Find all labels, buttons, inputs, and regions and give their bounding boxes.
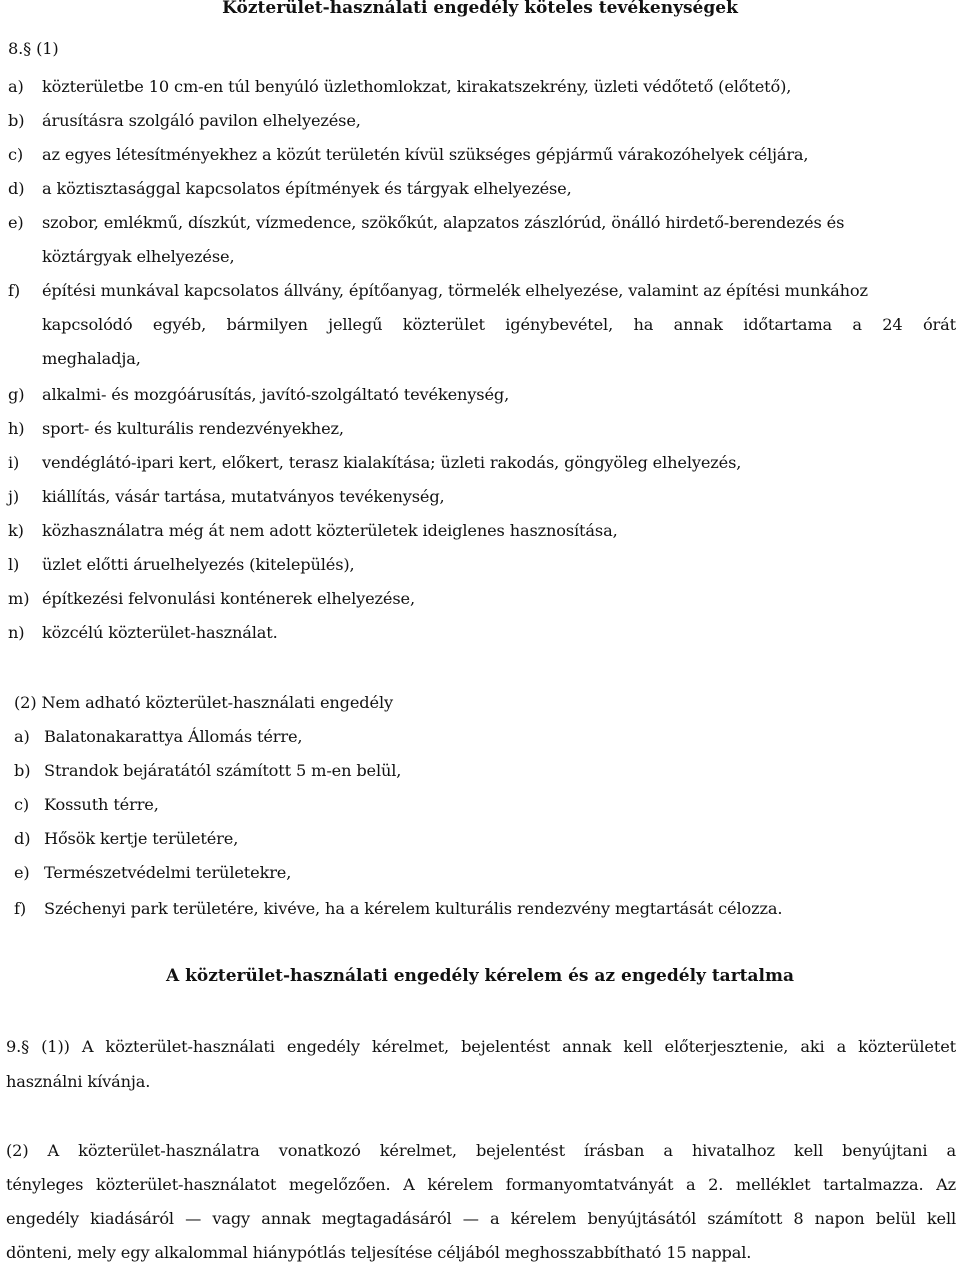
list-item: c) az egyes létesítményekhez a közút területén kívül szükséges gépjármű várakozóhelyek céljára, [8, 145, 809, 164]
paragraph-line: használni kívánja. [6, 1072, 151, 1091]
list-item: g) alkalmi- és mozgóárusítás, javító-szolgáltató tevékenység, [8, 385, 510, 404]
list-item: k) közhasználatra még át nem adott közterületek ideiglenes hasznosítása, [8, 521, 618, 540]
paragraph-line: tényleges közterület-használatot megelőzően. A kérelem formanyomtatványát a 2. melléklet tartalmazza. Az [6, 1175, 956, 1194]
section-heading: A közterület-használati engedély kérelem és az engedély tartalma [166, 966, 794, 986]
list-item: d) a köztisztasággal kapcsolatos építmények és tárgyak elhelyezése, [8, 179, 572, 198]
paragraph-line: 9.§ (1)) A közterület-használati engedély kérelmet, bejelentést annak kell előterjesztenie, aki a közterületet [6, 1037, 956, 1056]
list-item: f) Széchenyi park területére, kivéve, ha a kérelem kulturális rendezvény megtartását célozza. [14, 899, 783, 918]
section-heading: Közterület-használati engedély köteles tevékenységek [222, 0, 738, 18]
list-item: a) Balatonakarattya Állomás térre, [14, 727, 303, 746]
list-item: b) Strandok bejáratától számított 5 m-en belül, [14, 761, 402, 780]
list-item: a) közterületbe 10 cm-en túl benyúló üzlethomlokzat, kirakatszekrény, üzleti védőtető (előtető), [8, 77, 792, 96]
paragraph-8-1-heading: 8.§ (1) [8, 39, 59, 58]
list-item: d) Hősök kertje területére, [14, 829, 239, 848]
list-item: b) árusításra szolgáló pavilon elhelyezése, [8, 111, 361, 130]
list-item: h) sport- és kulturális rendezvényekhez, [8, 419, 344, 438]
paragraph-8-2-heading: (2) Nem adható közterület-használati engedély [14, 693, 393, 712]
list-item: j) kiállítás, vásár tartása, mutatványos tevékenység, [8, 487, 445, 506]
list-item: i) vendéglátó-ipari kert, előkert, terasz kialakítása; üzleti rakodás, göngyöleg elhelyezés, [8, 453, 742, 472]
list-item: l) üzlet előtti áruelhelyezés (kitelepülés), [8, 555, 355, 574]
paragraph-line: dönteni, mely egy alkalommal hiánypótlás teljesítése céljából meghosszabbítható 15 nappal. [6, 1243, 752, 1262]
list-item: n) közcélú közterület-használat. [8, 623, 278, 642]
paragraph-line: (2) A közterület-használatra vonatkozó kérelmet, bejelentést írásban a hivatalhoz kell benyújtani a [6, 1141, 956, 1160]
list-item: m) építkezési felvonulási konténerek elhelyezése, [8, 589, 415, 608]
paragraph-line: engedély kiadásáról — vagy annak megtagadásáról — a kérelem benyújtásától számított 8 napon belül kell [6, 1209, 956, 1228]
list-item-continuation: kapcsolódó egyéb, bármilyen jellegű közterület igénybevétel, ha annak időtartama a 24 órát [42, 315, 956, 334]
list-item: c) Kossuth térre, [14, 795, 159, 814]
list-item: e) szobor, emlékmű, díszkút, vízmedence, szökőkút, alapzatos zászlórúd, önálló hirdető-berendezés és [8, 213, 845, 232]
list-item: f) építési munkával kapcsolatos állvány, építőanyag, törmelék elhelyezése, valamint az építési munkához [8, 281, 868, 300]
list-item: e) Természetvédelmi területekre, [14, 863, 292, 882]
list-item-continuation: köztárgyak elhelyezése, [42, 247, 235, 266]
list-item-continuation: meghaladja, [42, 349, 141, 368]
